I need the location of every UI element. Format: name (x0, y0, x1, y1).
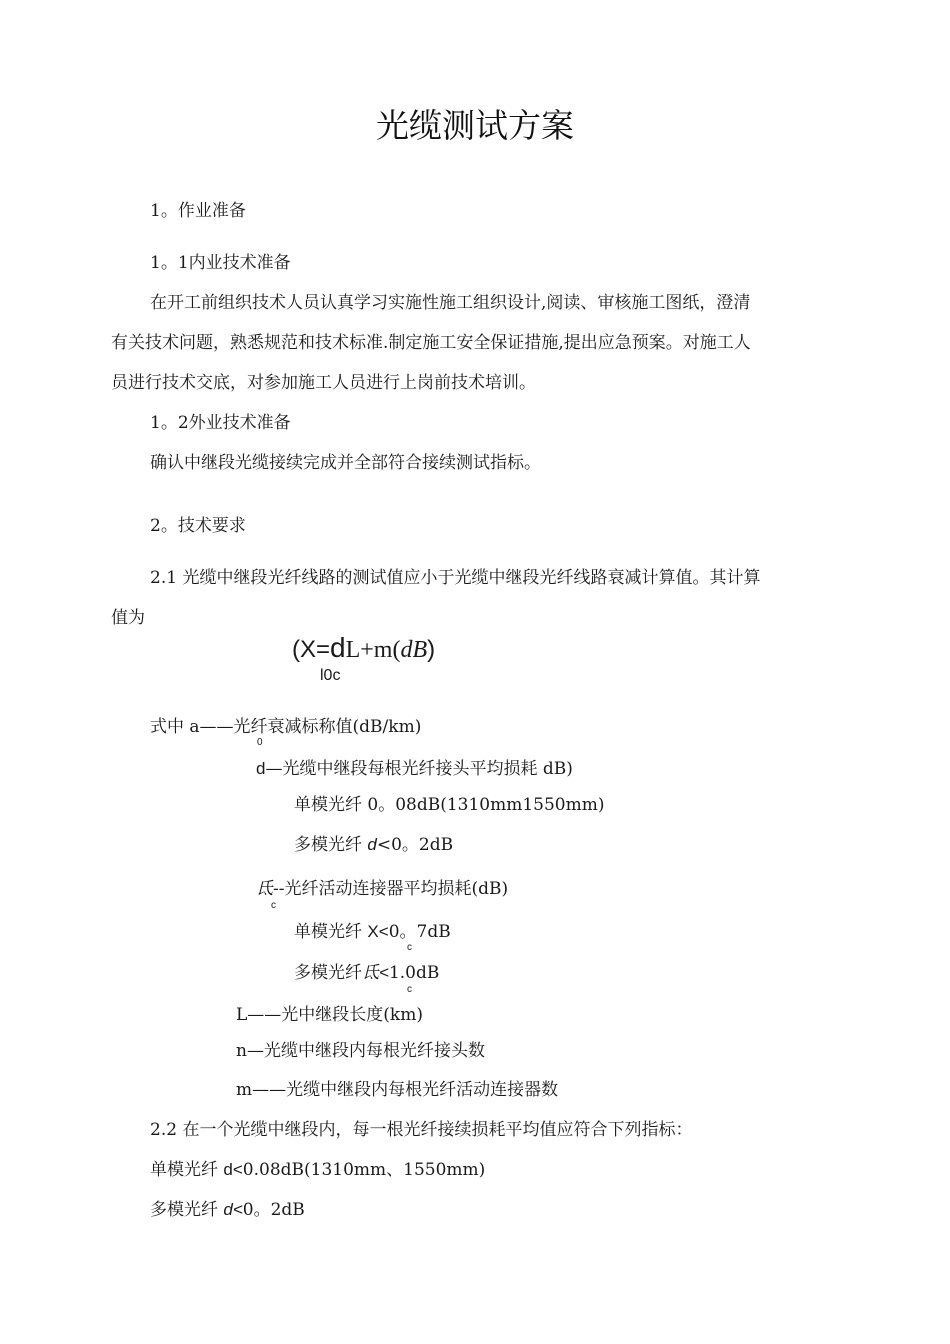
value: 0。2dB (242, 1200, 305, 1220)
subscript: c (407, 984, 412, 995)
label: 多模光纤 (294, 963, 362, 983)
attenuation-formula (292, 632, 435, 666)
paragraph-line: 值为 (111, 608, 145, 628)
single-mode-value: 单模光纤 0。08dB(1310mm1550mm) (294, 795, 605, 815)
formula-part: ) (427, 636, 436, 663)
section-1-1-heading: 1。1内业技术准备 (150, 253, 291, 273)
definition-c (256, 879, 508, 899)
paragraph-line: 确认中继段光缆接续完成并全部符合接续测试指标。 (150, 453, 541, 473)
value: 0。7dB (388, 922, 451, 942)
multi-mode-value (294, 835, 453, 855)
label: 单模光纤 (294, 922, 368, 942)
paragraph-line: 有关技术问题，熟悉规范和技术标准.制定施工安全保证措施,提出应急预案。对施工人 (111, 333, 751, 353)
definition-m: m——光缆中继段内每根光纤活动连接器数 (236, 1080, 559, 1100)
formula-part: L+m( (345, 637, 401, 663)
paragraph-line: 2.1 光缆中继段光纤线路的测试值应小于光缆中继段光纤线路衰减计算值。其计算 (150, 568, 761, 588)
single-mode-splice (150, 1160, 485, 1180)
symbol-d: d (367, 835, 377, 854)
subscript: 0 (257, 737, 263, 748)
symbol: 氐< (362, 963, 389, 982)
paragraph-line: 在开工前组织技术人员认真学习实施性施工组织设计,阅读、审核施工图纸，澄清 (150, 293, 751, 313)
formula-part: dB (400, 637, 428, 663)
subscript: c (407, 942, 412, 953)
definition-L: L——光中继段长度(km) (236, 1005, 423, 1025)
definition-n: n—光缆中继段内每根光纤接头数 (236, 1041, 485, 1061)
symbol-d: d (256, 759, 266, 778)
single-mode-connector (294, 922, 451, 942)
paragraph-line: 员进行技术交底，对参加施工人员进行上岗前技术培训。 (111, 373, 536, 393)
label: 单模光纤 (150, 1160, 224, 1180)
label: 多模光纤 (150, 1200, 224, 1220)
multi-mode-connector (294, 963, 439, 983)
subscript: c (271, 900, 276, 911)
formula-part: (X= (292, 636, 331, 663)
section-1-2-heading: 1。2外业技术准备 (150, 413, 291, 433)
formula-part: d (330, 632, 346, 663)
symbol: d< (223, 1200, 243, 1219)
definition-d (256, 759, 573, 779)
symbol: X< (367, 922, 389, 941)
label: 多模光纤 (294, 835, 368, 855)
value: 0.08dB(1310mm、1550mm) (242, 1160, 486, 1180)
multi-mode-splice (150, 1200, 305, 1220)
symbol-c: 氐 (256, 879, 273, 898)
definition-text: —光缆中继段每根光纤接头平均损耗 dB) (265, 759, 573, 779)
definition-a: 式中 a——光纤衰减标称值(dB/km) (150, 717, 422, 737)
symbol: d< (223, 1160, 243, 1179)
document-title: 光缆测试方案 (376, 106, 574, 145)
formula-subscript: l0c (320, 667, 341, 684)
section-2-heading: 2。技术要求 (150, 516, 246, 536)
value: <0。2dB (376, 835, 454, 855)
section-2-2-heading: 2.2 在一个光缆中继段内，每一根光纤接续损耗平均值应符合下列指标： (150, 1120, 693, 1140)
section-1-heading: 1。作业准备 (150, 201, 246, 221)
value: 1.0dB (388, 963, 440, 983)
definition-text: --光纤活动连接器平均损耗(dB) (273, 879, 509, 899)
